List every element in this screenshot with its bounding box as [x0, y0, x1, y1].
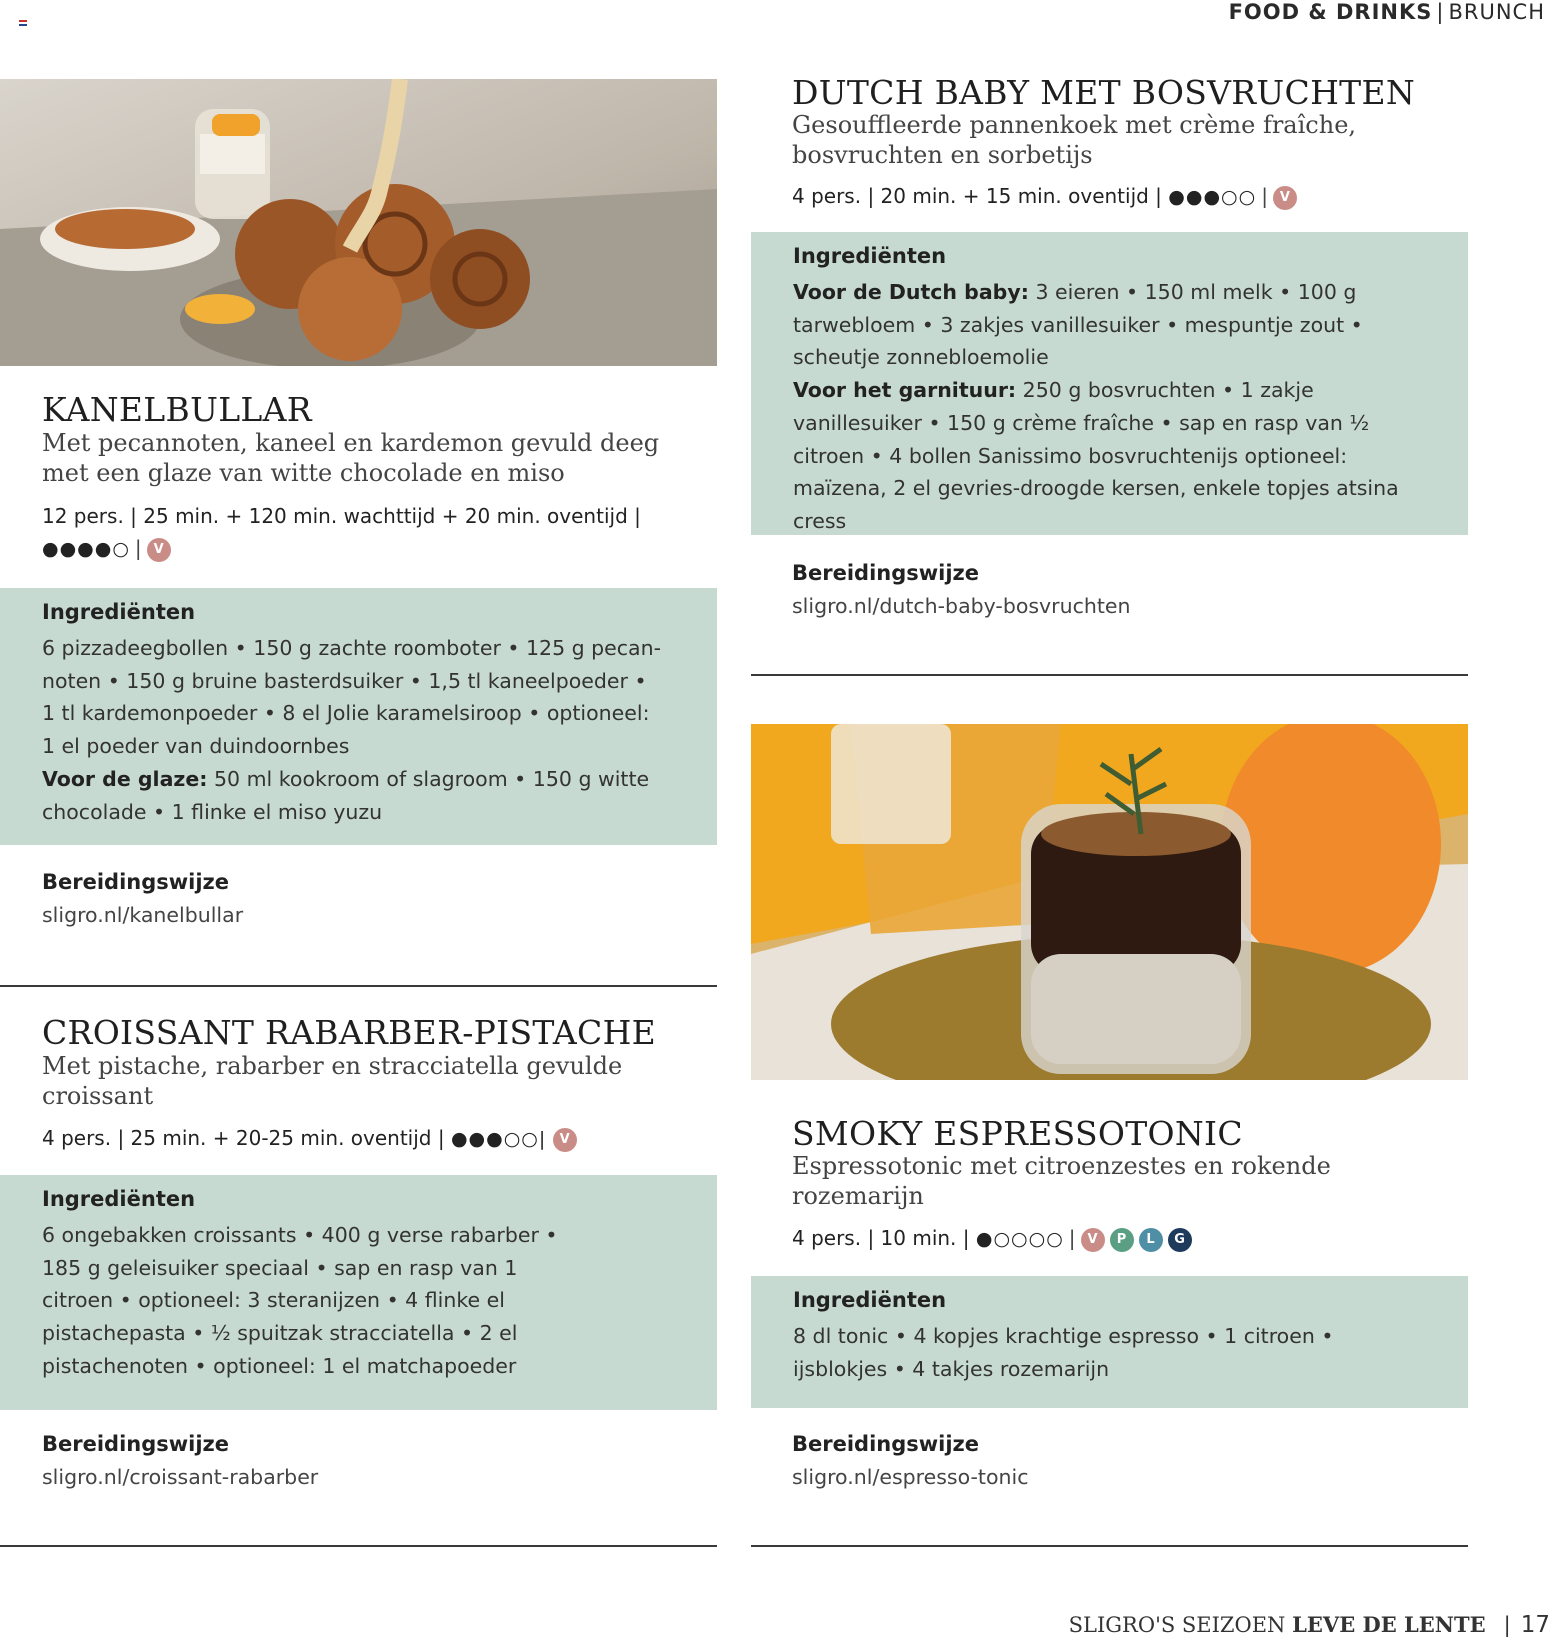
- ingredients-list: [42, 632, 662, 828]
- glaze-text: 50 ml kookroom of slagroom • 150 g witte chocolade • 1 flinke el miso yuzu: [42, 766, 650, 824]
- espressotonic-prep-heading: Bereidingswijze: [792, 1432, 980, 1456]
- kanelbullar-title: KANELBULLAR: [42, 390, 312, 429]
- divider: [0, 1545, 717, 1547]
- l-badge-icon: L: [1139, 1228, 1163, 1252]
- dutch-baby-title: DUTCH BABY MET BOSVRUCHTEN: [792, 73, 1416, 112]
- kanelbullar-ingredients: [0, 588, 717, 845]
- ingredients-list: 6 ongebakken croissants • 400 g verse rabarber • 185 g geleisuiker speciaal • sap en rasp van 1 citroen • optioneel: 3 steranijzen • 4 flinke el pistachepasta • ½ spuitzak stracciatella • 2 el pistachenoten • optioneel: 1 el matchapoeder: [42, 1223, 558, 1378]
- croissant-meta: [42, 1122, 712, 1155]
- ingredients-heading: Ingrediënten: [793, 1288, 947, 1312]
- divider: [751, 1545, 1468, 1547]
- vegetarian-badge-icon: V: [1273, 186, 1297, 210]
- dutch-baby-meta-text: 4 pers. | 20 min. + 15 min. oventijd |: [792, 184, 1162, 208]
- g-badge-icon: G: [1168, 1228, 1192, 1252]
- ingredients-heading: Ingrediënten: [42, 600, 196, 624]
- croissant-prep-link[interactable]: sligro.nl/croissant-rabarber: [42, 1465, 319, 1489]
- divider: [0, 985, 717, 987]
- espressotonic-ingredients: [751, 1276, 1468, 1408]
- espressotonic-photo: [751, 724, 1468, 1080]
- base-label: Voor de Dutch baby:: [793, 280, 1029, 304]
- difficulty-dots-icon: ●●●●○: [42, 538, 130, 560]
- dutch-baby-meta: 4 pers. | 20 min. + 15 min. oventijd | ●●●○○ | V: [792, 180, 1492, 213]
- kanelbullar-meta: 12 pers. | 25 min. + 120 min. wachttijd + 20 min. oventijd | ●●●●○ | V: [42, 504, 641, 560]
- espressotonic-prep-link[interactable]: sligro.nl/espresso-tonic: [792, 1465, 1029, 1489]
- espressotonic-meta: 4 pers. | 10 min. | ●○○○○ | V P L G: [792, 1222, 1492, 1255]
- vegetarian-badge-icon: V: [1081, 1228, 1105, 1252]
- divider: [751, 674, 1468, 676]
- vegetarian-badge-icon: V: [147, 538, 171, 562]
- dutch-baby-prep-heading: Bereidingswijze: [792, 561, 980, 585]
- flag-icon: [19, 20, 27, 26]
- ingredients-heading: Ingrediënten: [793, 244, 947, 268]
- croissant-prep-heading: Bereidingswijze: [42, 1432, 230, 1456]
- ingredients-text: 6 pizzadeegbollen • 150 g zachte roomboter • 125 g pecan-noten • 150 g bruine basterdsuiker • 1,5 tl kaneelpoeder • 1 tl kardemonpoeder • 8 el Jolie karamelsiroop • optioneel: 1 el poeder van duindoornbes: [42, 636, 662, 759]
- base-text: 3 eieren • 150 ml melk • 100 g tarwebloem • 3 zakjes vanillesuiker • mespuntje zout • scheutje zonnebloemolie: [793, 280, 1363, 370]
- footer-issue: LEVE DE LENTE: [1292, 1612, 1486, 1637]
- section-header: FOOD & DRINKS | BRUNCH: [1228, 0, 1545, 24]
- garnish-text: 250 g bosvruchten • 1 zakje vanillesuiker • 150 g crème fraîche • sap en rasp van ½ citroen • 4 bollen Sanissimo bosvruchtenijs optioneel: maïzena, 2 el gevries-droogde kersen, enkele topjes atsina cress: [793, 378, 1399, 533]
- kanelbullar-prep-link[interactable]: sligro.nl/kanelbullar: [42, 903, 244, 927]
- p-badge-icon: P: [1110, 1228, 1134, 1252]
- glaze-label: Voor de glaze:: [42, 766, 208, 791]
- kanelbullar-subtitle: Met pecannoten, kaneel en kardemon gevuld deeg met een glaze van witte chocolade en miso: [42, 429, 660, 487]
- dutch-baby-prep-link[interactable]: sligro.nl/dutch-baby-bosvruchten: [792, 594, 1131, 618]
- garnish-label: Voor het garnituur:: [793, 378, 1017, 403]
- espressotonic-subtitle: Espressotonic met citroenzestes en rokende rozemarijn: [792, 1152, 1331, 1210]
- kanelbullar-photo: [0, 79, 717, 366]
- dutch-baby-subtitle: Gesouffleerde pannenkoek met crème fraîche, bosvruchten en sorbetijs: [792, 111, 1357, 169]
- footer-brand: SLIGRO'S SEIZOEN: [1068, 1613, 1286, 1637]
- kanelbullar-prep-heading: Bereidingswijze: [42, 870, 230, 894]
- croissant-subtitle: Met pistache, rabarber en stracciatella gevulde croissant: [42, 1052, 623, 1110]
- page-footer: SLIGRO'S SEIZOEN LEVE DE LENTE | 17: [1068, 1612, 1550, 1638]
- ingredients-heading: Ingrediënten: [42, 1187, 196, 1211]
- croissant-title: CROISSANT RABARBER-PISTACHE: [42, 1013, 657, 1052]
- espressotonic-meta-text: 4 pers. | 10 min. |: [792, 1226, 970, 1250]
- difficulty-dots-icon: ●●●○○|: [450, 1128, 547, 1150]
- dutch-baby-ingredients: [751, 232, 1468, 535]
- difficulty-dots-icon: ●●●○○: [1168, 186, 1257, 208]
- ingredients-list: 8 dl tonic • 4 kopjes krachtige espresso • 1 citroen • ijsblokjes • 4 takjes rozemarijn: [793, 1324, 1334, 1381]
- espressotonic-title: SMOKY ESPRESSOTONIC: [792, 1114, 1243, 1153]
- kanelbullar-meta-text: 12 pers. | 25 min. + 120 min. wachttijd + 20 min. oventijd |: [42, 504, 641, 528]
- croissant-meta-text: 4 pers. | 25 min. + 20-25 min. oventijd |: [42, 1126, 445, 1150]
- section-label: FOOD & DRINKS: [1228, 0, 1433, 24]
- difficulty-dots-icon: ●○○○○: [975, 1228, 1064, 1250]
- page-number: 17: [1520, 1612, 1550, 1638]
- vegetarian-badge-icon: V: [553, 1128, 577, 1152]
- subsection-label: BRUNCH: [1448, 0, 1545, 24]
- ingredients-list: [793, 276, 1433, 538]
- croissant-ingredients: [0, 1175, 717, 1410]
